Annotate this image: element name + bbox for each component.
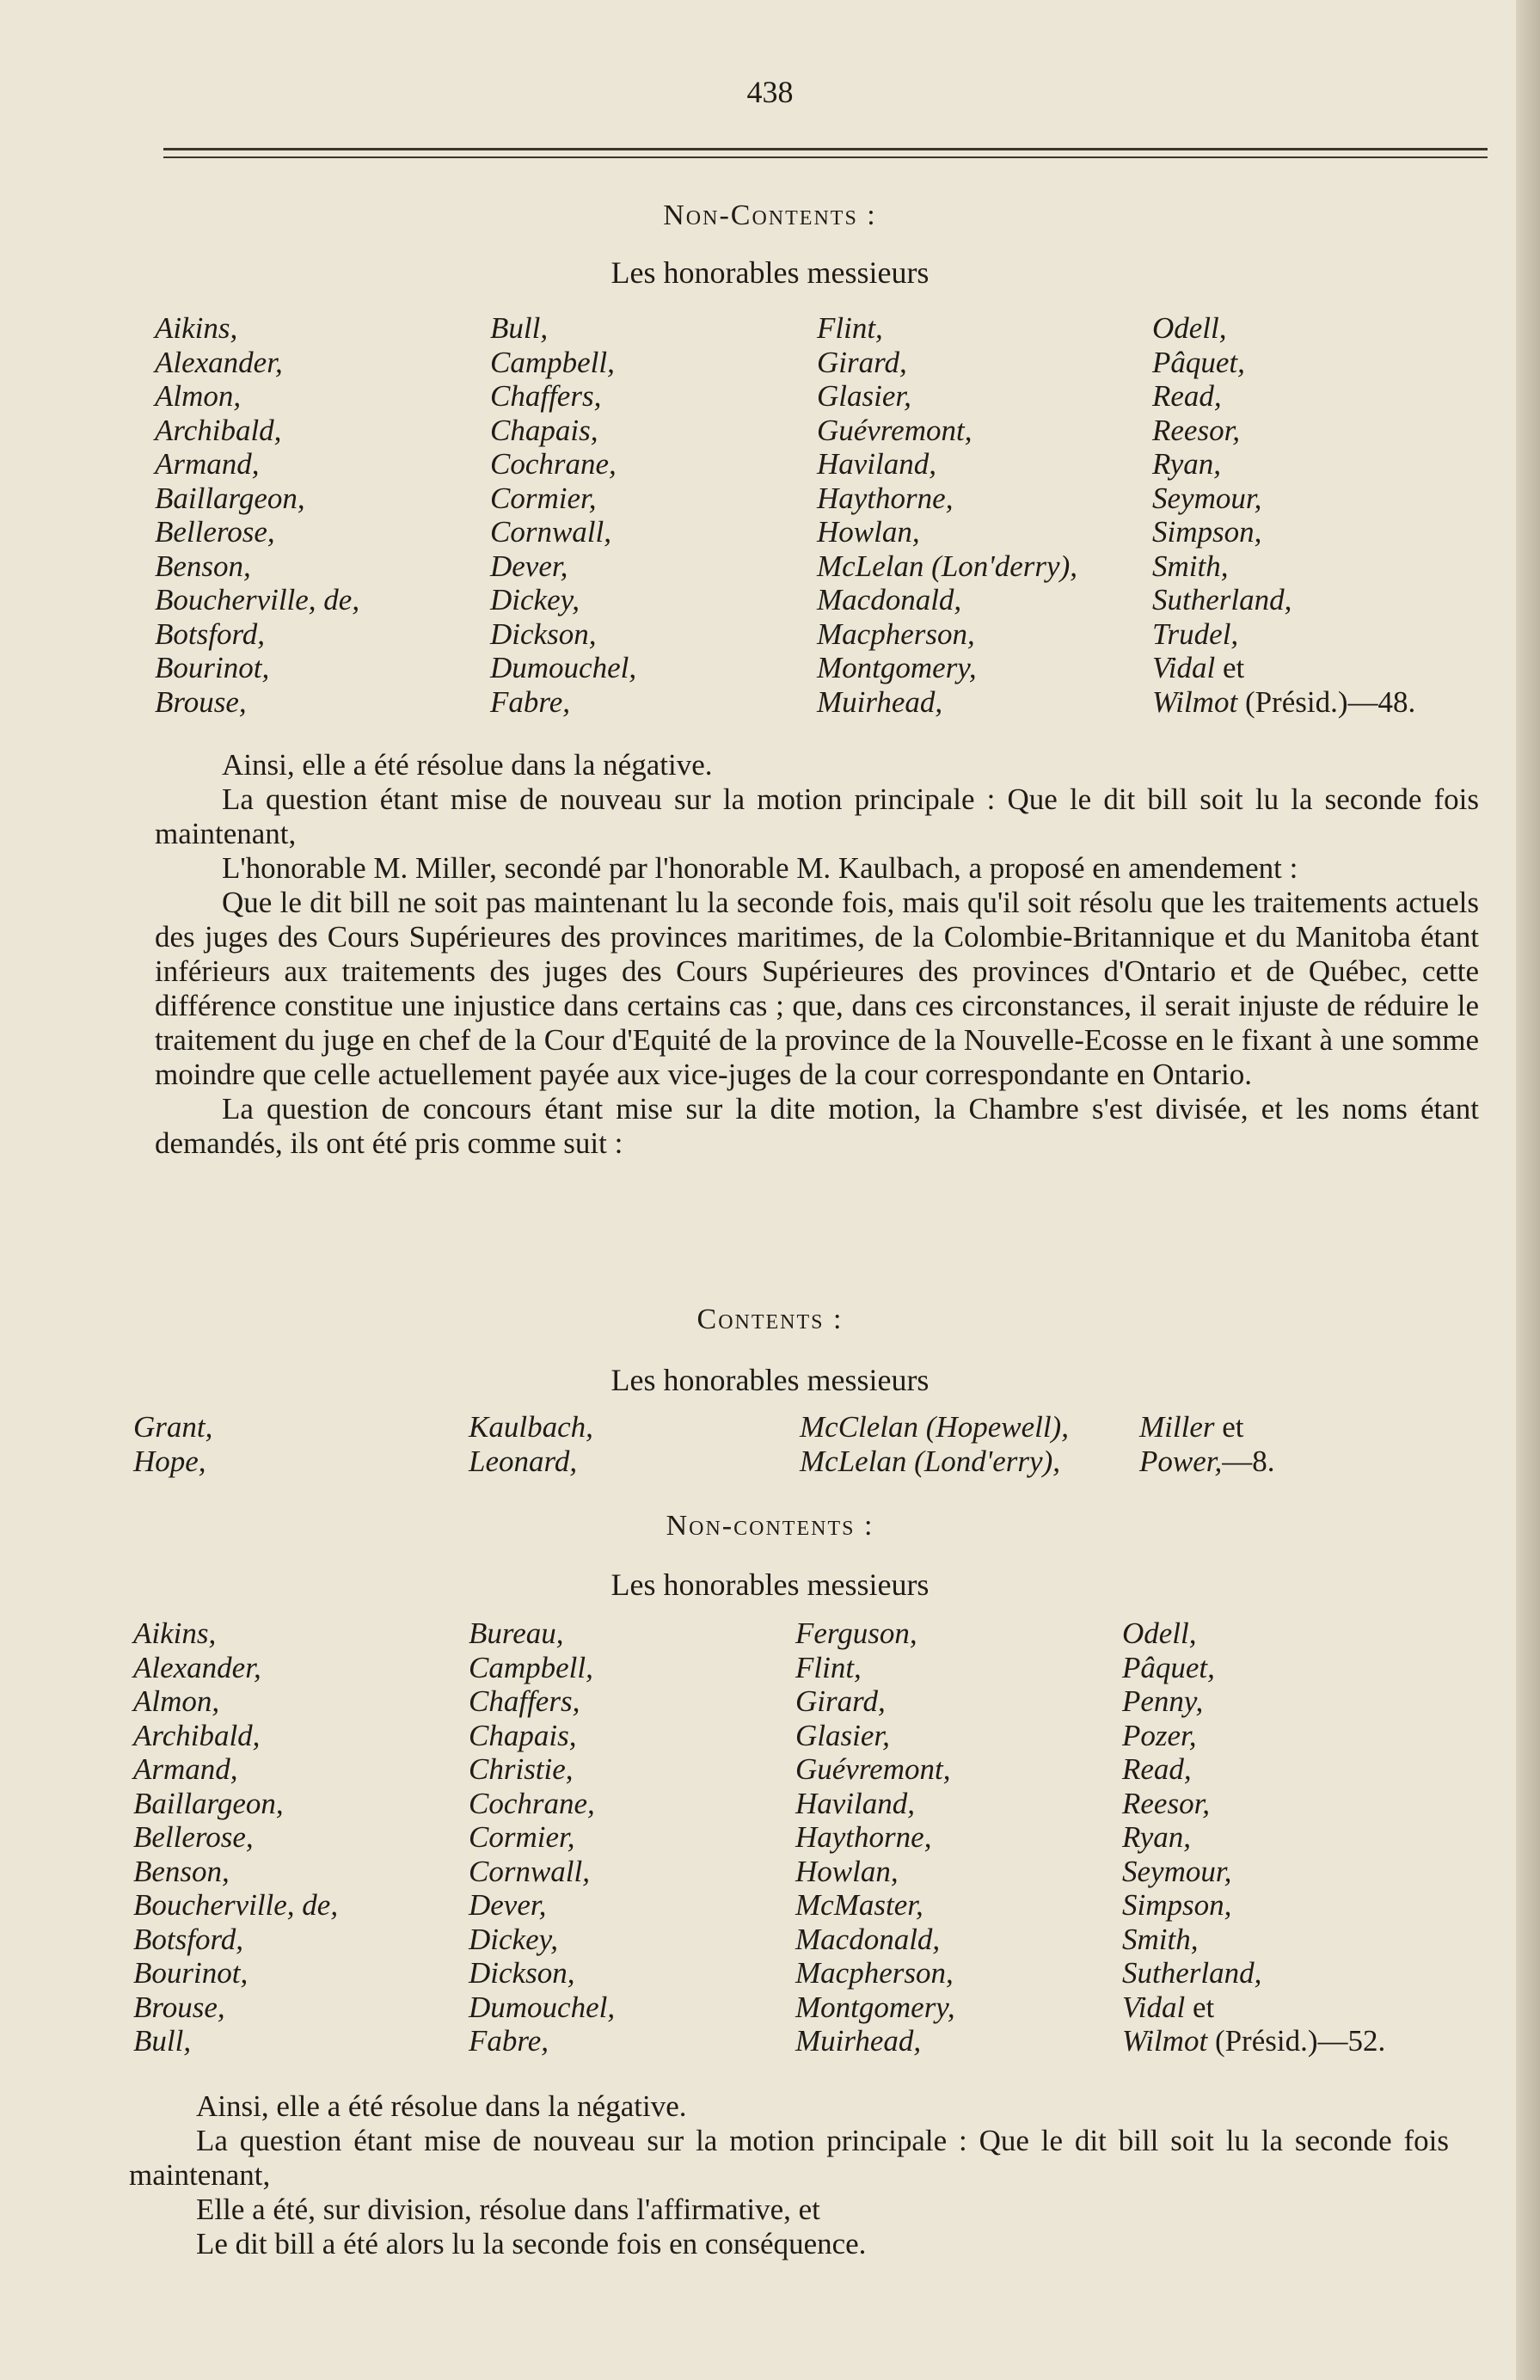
member-name: Flint, [817,311,883,345]
member-name: Bull, [133,2024,192,2058]
member-name: Bellerose, [133,1820,254,1854]
member-name: Cormier, [469,1820,575,1854]
member-name: Seymour, [1122,1854,1232,1888]
member-name: Cormier, [490,481,597,515]
member-name: Grant, [133,1410,213,1444]
member-name: Dever, [469,1888,547,1922]
paragraph: Ainsi, elle a été résolue dans la négative. [196,2089,687,2123]
vote-list-column-2 [490,311,636,719]
proceedings-text-2 [129,2089,1449,2261]
paragraph: La question de concours étant mise sur la dite motion, la Chambre s'est divisée, et les noms étant demandés, ils ont été pris comme suit : [155,1092,1479,1160]
member-name: Brouse, [133,1990,225,2024]
paragraph: L'honorable M. Miller, secondé par l'honorable M. Kaulbach, a proposé en amendement : [222,851,1298,885]
member-name: Muirhead, [817,684,943,719]
member-name: Kaulbach, [469,1410,593,1444]
member-name: Archibald, [133,1718,261,1752]
member-name: Seymour, [1152,481,1262,515]
vote-list-column-1 [133,1616,338,2058]
member-name: Haythorne, [795,1820,932,1854]
member-name: Boucherville, de, [155,583,360,616]
member-name: Montgomery, [795,1990,955,2024]
member-name: Power, [1139,1444,1223,1478]
member-name: Pozer, [1122,1718,1197,1752]
contents-column-1 [133,1410,212,1478]
member-name: Chaffers, [490,379,602,413]
member-name: Vidal [1152,651,1216,684]
member-name: Odell, [1122,1616,1197,1650]
member-name: Bellerose, [155,515,275,549]
honorables-subheading: Les honorables messieurs [610,255,930,290]
member-name: Howlan, [795,1854,899,1888]
member-name: Penny, [1122,1684,1204,1718]
member-name-row [1122,1990,1385,2025]
vote-list-column-3 [795,1616,955,2058]
member-name: Montgomery, [817,651,977,684]
member-name: Simpson, [1152,515,1262,549]
member-name: Read, [1122,1752,1192,1786]
member-name: Macdonald, [795,1922,941,1956]
member-name: Guévremont, [795,1752,951,1786]
member-name: Baillargeon, [133,1786,284,1820]
member-name: Girard, [817,345,907,379]
member-name: Wilmot [1122,2024,1208,2058]
member-name: Pâquet, [1122,1650,1215,1684]
paragraph: Le dit bill a été alors lu la seconde fois en conséquence. [196,2227,867,2260]
non-contents-heading: Non-contents : [666,1510,874,1542]
member-name: Baillargeon, [155,481,305,515]
member-name: Haviland, [817,447,937,481]
member-name: Howlan, [817,515,920,549]
member-name: Dickson, [469,1956,575,1990]
member-name: Simpson, [1122,1888,1232,1922]
member-name: Hope, [133,1444,206,1478]
member-name: Sutherland, [1152,583,1292,616]
contents-column-2 [469,1410,593,1478]
member-name: Pâquet, [1152,345,1245,379]
paragraph: La question étant mise de nouveau sur la motion principale : Que le dit bill soit lu la seconde fois maintenant, [155,782,1479,850]
member-name: Macpherson, [817,616,975,651]
page-number: 438 [746,75,794,109]
member-name: Dumouchel, [469,1990,616,2024]
member-name-row [1152,651,1415,685]
member-name: McLelan (Lond'erry), [800,1444,1060,1478]
member-name: Alexander, [133,1650,261,1684]
member-name: Chaffers, [469,1684,580,1718]
member-name: Bourinot, [133,1956,248,1990]
member-name: Odell, [1152,311,1227,345]
vote-total: (Présid.)—52. [1214,2024,1386,2058]
member-name: Ferguson, [795,1616,917,1650]
member-name: McLelan (Lon'derry), [817,549,1077,583]
vote-list-column-4 [1122,1616,1385,2058]
non-contents-heading: Non-Contents : [663,199,877,231]
member-name: Chapais, [490,413,598,447]
member-name: Aikins, [133,1616,217,1650]
member-name: Bureau, [469,1616,564,1650]
member-name: Chapais, [469,1718,577,1752]
member-name: Haviland, [795,1786,916,1820]
member-name: Benson, [155,549,251,583]
honorables-subheading: Les honorables messieurs [610,1363,930,1397]
member-name: Dever, [490,549,568,583]
member-name: Armand, [133,1752,238,1786]
member-name: Botsford, [155,616,266,651]
vote-list-column-2 [469,1616,615,2058]
member-name: Fabre, [490,684,570,719]
member-name: Almon, [133,1684,220,1718]
paragraph: Ainsi, elle a été résolue dans la négative. [222,748,713,782]
member-name: Ryan, [1122,1820,1192,1854]
vote-total: (Présid.)—48. [1244,684,1416,719]
vote-list-column-4 [1152,311,1415,719]
member-name: Archibald, [155,413,282,447]
paragraph: Elle a été, sur division, résolue dans l'affirmative, et [196,2193,820,2226]
member-name: Ryan, [1152,447,1222,481]
header-rule-thin [163,156,1488,158]
member-name: Macpherson, [795,1956,954,1990]
member-name: Botsford, [133,1922,244,1956]
member-name: Christie, [469,1752,574,1786]
amendment-paragraph: Que le dit bill ne soit pas maintenant lu la seconde fois, mais qu'il soit résolu que les traitements actuels des juges des Cours Supérieures des provinces maritimes, de la Colombie-Britannique et du Manitoba étant inférieurs aux traitements des juges des Cours Supérieures des provinces d'Ontario et de Québec, cette différence constitue une injustice dans certains cas ; que, dans ces circonstances, il serait injuste de réduire le traitement du juge en chef de la Cour d'Equité de la province de la Nouvelle-Ecosse en le fixant à une somme moindre que celle actuellement payée aux vice-juges de la cour correspondante en Ontario. [155,886,1479,1091]
member-name: Glasier, [795,1718,890,1752]
member-name: Sutherland, [1122,1956,1262,1990]
member-name: Wilmot [1152,684,1238,719]
vote-list-column-1 [155,311,359,719]
member-name: Glasier, [817,379,911,413]
member-name-row [1139,1410,1275,1445]
member-name: Muirhead, [795,2024,922,2058]
member-name: Guévremont, [817,413,972,447]
conjunction-text: et [1222,651,1245,684]
contents-column-3 [800,1410,1069,1478]
page-edge [1516,0,1540,2380]
member-name: Benson, [133,1854,230,1888]
member-name: Vidal [1122,1990,1186,2024]
member-name: Campbell, [490,345,615,379]
member-name: Reesor, [1152,413,1241,447]
member-name-row [1122,2024,1385,2058]
header-rule [163,148,1488,150]
conjunction-text: et [1222,1410,1244,1444]
member-name: Haythorne, [817,481,954,515]
vote-total: —8. [1222,1444,1275,1478]
member-name: Smith, [1122,1922,1199,1956]
member-name: Bourinot, [155,651,270,684]
member-name: Alexander, [155,345,283,379]
member-name: Cornwall, [490,515,612,549]
member-name: Brouse, [155,684,247,719]
member-name: Armand, [155,447,260,481]
member-name: Cornwall, [469,1854,591,1888]
member-name: McMaster, [795,1888,923,1922]
member-name: Miller [1139,1410,1215,1444]
member-name: Girard, [795,1684,886,1718]
member-name: Flint, [795,1650,862,1684]
member-name: Dickson, [490,616,597,651]
member-name: Dickey, [490,583,580,616]
proceedings-text-1 [155,748,1479,1161]
member-name: Boucherville, de, [133,1888,339,1922]
member-name: Dumouchel, [490,651,637,684]
member-name: Trudel, [1152,616,1239,651]
member-name: McClelan (Hopewell), [800,1410,1069,1444]
honorables-subheading: Les honorables messieurs [610,1567,930,1602]
member-name: Almon, [155,379,242,413]
member-name: Leonard, [469,1444,578,1478]
contents-column-4 [1139,1410,1275,1478]
member-name: Smith, [1152,549,1229,583]
member-name: Bull, [490,311,549,345]
member-name: Campbell, [469,1650,593,1684]
paragraph: La question étant mise de nouveau sur la motion principale : Que le dit bill soit lu la seconde fois maintenant, [129,2124,1449,2192]
member-name: Cochrane, [469,1786,595,1820]
member-name: Cochrane, [490,447,617,481]
member-name: Dickey, [469,1922,558,1956]
vote-list-column-3 [817,311,1077,719]
conjunction-text: et [1192,1990,1215,2024]
member-name: Aikins, [155,311,238,345]
member-name: Macdonald, [817,583,962,616]
member-name: Reesor, [1122,1786,1211,1820]
contents-heading: Contents : [696,1303,844,1335]
member-name-row [1139,1445,1275,1479]
member-name: Read, [1152,379,1222,413]
member-name-row [1152,685,1415,720]
member-name: Fabre, [469,2024,549,2058]
